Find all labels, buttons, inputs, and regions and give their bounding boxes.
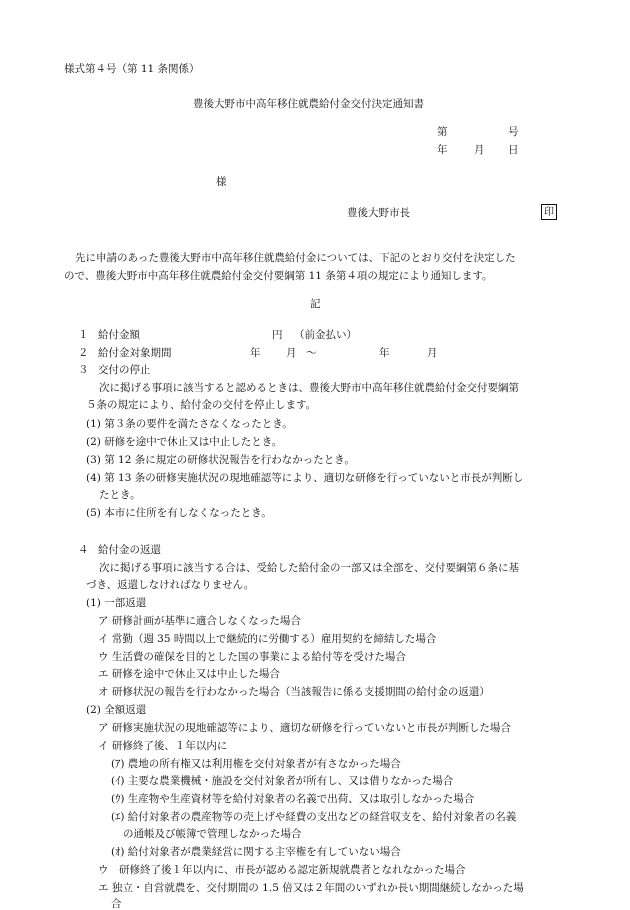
section-4-body-1: 次に掲げる事項に該当する合は、受給した給付金の一部又は全部を、交付要綱第６条に基 bbox=[99, 562, 519, 574]
section-3-body-2: ５条の規定により、給付金の交付を停止します。 bbox=[86, 399, 317, 411]
form-label: 様式第４号（第 11 条関係） bbox=[64, 63, 200, 75]
section-3-item-2: (2) 研修を途中で休止又は中止したとき。 bbox=[86, 436, 283, 448]
full-return-item-u: ウ 研修終了後１年以内に、市長が認める認定新規就農者となれなかった場合 bbox=[98, 864, 466, 876]
section-3-body-1: 次に掲げる事項に該当すると認めるときは、豊後大野市中高年移住就農給付金交付要綱第 bbox=[99, 382, 519, 394]
document-title: 豊後大野市中高年移住就農給付金交付決定通知書 bbox=[193, 98, 424, 110]
date-year: 年 bbox=[437, 144, 448, 156]
full-return-title: (2) 全額返還 bbox=[86, 704, 147, 716]
partial-return-item-i: イ 常勤（週 35 時間以上で継続的に労働する）雇用契約を締結した場合 bbox=[98, 633, 437, 645]
issuer-name: 豊後大野市長 bbox=[347, 207, 410, 219]
section-2-year-2: 年 bbox=[379, 347, 390, 359]
section-3-number: ３ bbox=[78, 364, 89, 376]
intro-line-1: 先に申請のあった豊後大野市中高年移住就農給付金については、下記のとおり交付を決定した bbox=[75, 252, 516, 264]
partial-return-item-a: ア 研修計画が基準に適合しなくなった場合 bbox=[98, 615, 301, 627]
date-day: 日 bbox=[508, 144, 519, 156]
section-3-item-3: (3) 第 12 条に規定の研修状況報告を行わなかったとき。 bbox=[86, 454, 355, 466]
section-2-month-2: 月 bbox=[427, 347, 438, 359]
partial-return-item-e: エ 研修を途中で休止又は中止した場合 bbox=[98, 668, 280, 680]
section-1-unit: 円 bbox=[272, 329, 283, 341]
full-return-item-e: エ 独立・自営就農を、交付期間の 1.5 倍又は２年間のいずれか長い期間継続しなかった場 bbox=[98, 882, 524, 894]
section-2-year-1: 年 bbox=[250, 347, 261, 359]
full-return-item-a: ア 研修実施状況の現地確認等により、適切な研修を行っていないと市長が判断した場合 bbox=[98, 722, 511, 734]
number-prefix: 第 bbox=[437, 126, 448, 138]
intro-line-2: ので、豊後大野市中高年移住就農給付金交付要綱第 11 条第４項の規定により通知します。 bbox=[64, 270, 493, 282]
full-return-subitem-5: (ｵ) 給付対象者が農業経営に関する主宰権を有していない場合 bbox=[111, 846, 401, 858]
section-2-month-1: 月 bbox=[286, 347, 297, 359]
section-3-label: 交付の停止 bbox=[98, 364, 151, 376]
full-return-subitem-3: (ｳ) 生産物や生産資材等を給付対象者の名義で出荷、又は取引しなかった場合 bbox=[111, 793, 475, 805]
section-3-item-5: (5) 本市に住所を有しなくなったとき。 bbox=[86, 507, 272, 519]
section-3-item-4-cont: たとき。 bbox=[99, 489, 141, 501]
section-3-item-1: (1) 第３条の要件を満たさなくなったとき。 bbox=[86, 418, 293, 430]
full-return-subitem-2: (ｲ) 主要な農業機械・施設を交付対象者が所有し、又は借りなかった場合 bbox=[111, 775, 454, 787]
partial-return-title: (1) 一部返還 bbox=[86, 597, 147, 609]
partial-return-item-o: オ 研修状況の報告を行わなかった場合（当該報告に係る支援期間の給付金の返還） bbox=[98, 686, 490, 698]
full-return-subitem-1: (ｱ) 農地の所有権又は利用権を交付対象者が有さなかった場合 bbox=[111, 758, 401, 770]
section-4-number: ４ bbox=[78, 544, 89, 556]
section-2-tilde: ～ bbox=[306, 347, 317, 359]
section-3-item-4: (4) 第 13 条の研修実施状況の現地確認等により、適切な研修を行っていないと市長が判断し bbox=[86, 472, 524, 484]
section-2-number: ２ bbox=[78, 347, 89, 359]
section-1-number: １ bbox=[78, 329, 89, 341]
partial-return-item-u: ウ 生活費の確保を目的とした国の事業による給付等を受けた場合 bbox=[98, 651, 406, 663]
full-return-subitem-4-cont: の通帳及び帳簿で管理しなかった場合 bbox=[123, 828, 302, 840]
date-month: 月 bbox=[474, 144, 485, 156]
addressee-suffix: 様 bbox=[216, 176, 227, 188]
number-suffix: 号 bbox=[508, 126, 519, 138]
section-4-body-2: づき、返還しなければなりません。 bbox=[86, 579, 255, 591]
full-return-subitem-4: (ｴ) 給付対象者の農産物等の売上げや経費の支出などの経営収支を、給付対象者の名義 bbox=[111, 811, 517, 823]
section-4-label: 給付金の返還 bbox=[98, 544, 161, 556]
full-return-item-e-cont: 合 bbox=[111, 898, 122, 910]
seal-mark: 印 bbox=[541, 204, 557, 220]
full-return-item-i: イ 研修終了後、１年以内に bbox=[98, 740, 228, 752]
ki-heading: 記 bbox=[310, 298, 321, 310]
section-1-note: （前金払い） bbox=[294, 329, 357, 341]
section-1-label: 給付金額 bbox=[98, 329, 140, 341]
section-2-label: 給付金対象期間 bbox=[98, 347, 172, 359]
